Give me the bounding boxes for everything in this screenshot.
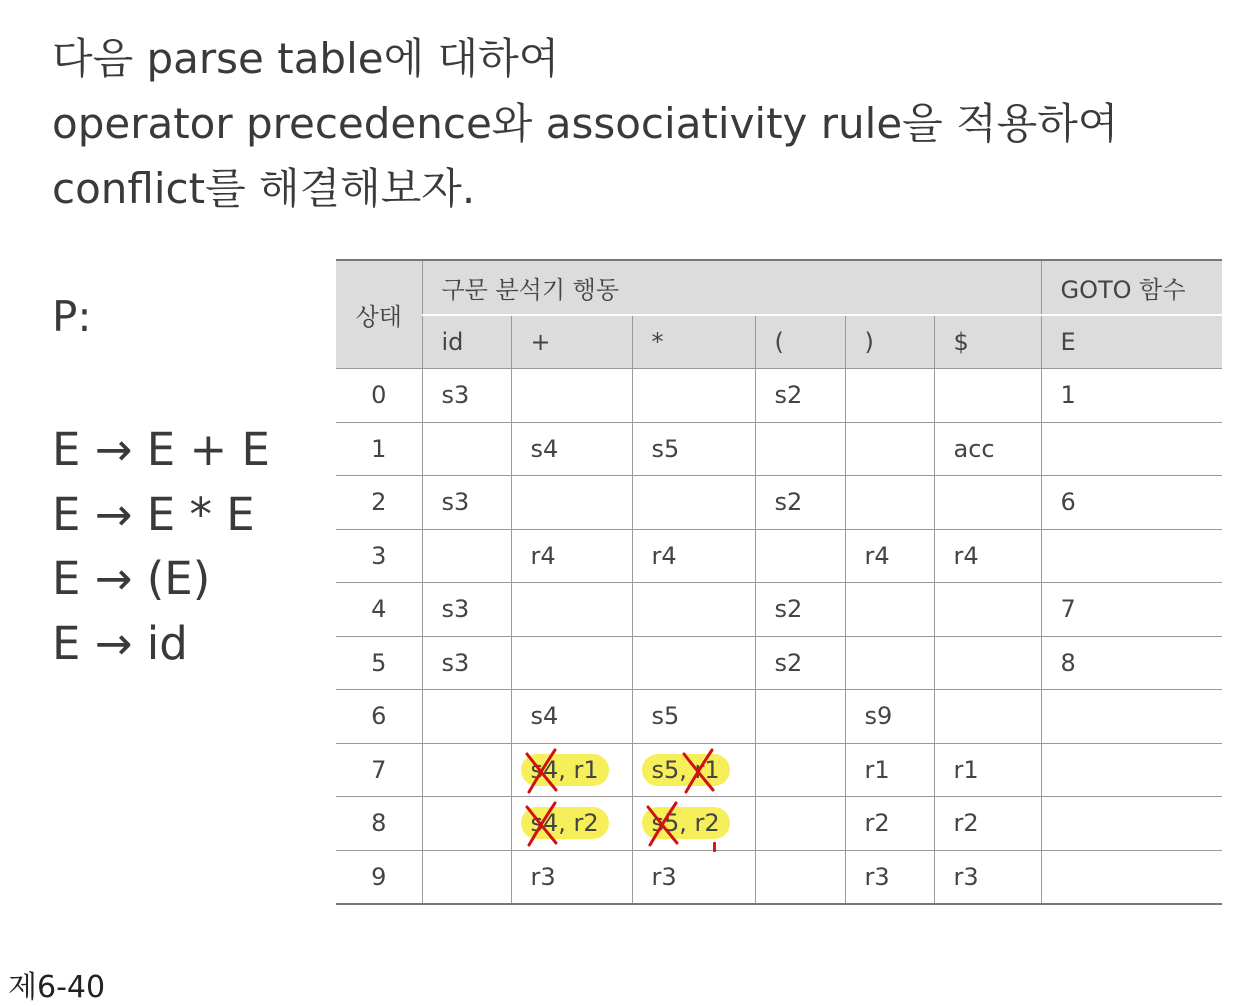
table-cell-lparen xyxy=(755,422,845,476)
table-cell-plus xyxy=(511,743,632,797)
table-row xyxy=(336,690,1222,744)
production-rule: E → E + E xyxy=(52,423,270,476)
conflict-highlight xyxy=(642,807,730,839)
table-cell-E: 6 xyxy=(1041,476,1222,530)
table-cell-star: r4 xyxy=(632,529,755,583)
column-header-id: id xyxy=(422,315,511,369)
table-cell-plus xyxy=(511,476,632,530)
table-cell-plus xyxy=(511,797,632,851)
table-cell-id xyxy=(422,529,511,583)
table-cell-dollar xyxy=(934,476,1041,530)
table-cell-star xyxy=(632,636,755,690)
table-cell-lparen xyxy=(755,690,845,744)
table-cell-plus: s4 xyxy=(511,422,632,476)
table-cell-dollar: r1 xyxy=(934,743,1041,797)
table-cell-id: s3 xyxy=(422,583,511,637)
table-cell-dollar: r4 xyxy=(934,529,1041,583)
table-cell-E xyxy=(1041,797,1222,851)
table-cell-rparen xyxy=(845,583,934,637)
table-cell-rparen: r3 xyxy=(845,850,934,904)
table-cell-plus: r4 xyxy=(511,529,632,583)
table-cell-dollar: r2 xyxy=(934,797,1041,851)
title-line-3: conflict를 해결해보자. xyxy=(52,164,476,213)
column-header-dollar: $ xyxy=(934,315,1041,369)
table-cell-star: s5 xyxy=(632,422,755,476)
conflict-entry: s4, r2 xyxy=(530,809,599,838)
table-row xyxy=(336,850,1222,904)
table-cell-dollar: r3 xyxy=(934,850,1041,904)
productions-label: P: xyxy=(52,292,92,341)
table-cell-dollar xyxy=(934,583,1041,637)
table-cell-id xyxy=(422,797,511,851)
table-cell-star xyxy=(632,583,755,637)
table-cell-E xyxy=(1041,529,1222,583)
table-cell-star xyxy=(632,369,755,423)
table-row xyxy=(336,797,1222,851)
table-row xyxy=(336,529,1222,583)
state-cell: 6 xyxy=(336,690,422,744)
table-cell-rparen: r4 xyxy=(845,529,934,583)
table-cell-rparen xyxy=(845,369,934,423)
table-cell-rparen xyxy=(845,422,934,476)
title-line-1: 다음 parse table에 대하여 xyxy=(52,34,560,83)
production-rules xyxy=(52,418,270,676)
table-row xyxy=(336,636,1222,690)
table-row xyxy=(336,476,1222,530)
state-cell: 8 xyxy=(336,797,422,851)
table-cell-lparen: s2 xyxy=(755,369,845,423)
table-row xyxy=(336,743,1222,797)
table-cell-dollar xyxy=(934,369,1041,423)
production-rule: E → id xyxy=(52,616,188,670)
table-cell-E xyxy=(1041,850,1222,904)
state-cell: 3 xyxy=(336,529,422,583)
state-cell: 9 xyxy=(371,862,387,891)
table-cell-star xyxy=(632,743,755,797)
column-header-lparen: ( xyxy=(755,315,845,369)
state-cell: 2 xyxy=(336,476,422,530)
table-cell-plus xyxy=(511,583,632,637)
action-header: 구문 분석기 행동 xyxy=(422,260,1041,315)
table-cell-E xyxy=(1041,743,1222,797)
table-cell-plus xyxy=(511,369,632,423)
table-row xyxy=(336,369,1222,423)
table-cell-E xyxy=(1041,422,1222,476)
table-cell-lparen: s2 xyxy=(755,636,845,690)
table-cell-lparen xyxy=(755,529,845,583)
parse-table xyxy=(336,259,1222,905)
table-cell-lparen xyxy=(755,743,845,797)
table-cell-lparen: s2 xyxy=(755,583,845,637)
column-header-star: * xyxy=(632,315,755,369)
table-cell-E xyxy=(1041,690,1222,744)
table-cell-E: 1 xyxy=(1041,369,1222,423)
state-cell: 4 xyxy=(336,583,422,637)
table-cell-star: r3 xyxy=(632,850,755,904)
table-cell-star xyxy=(632,797,755,851)
stray-pen-mark xyxy=(713,842,716,852)
table-cell-star: s5 xyxy=(632,690,755,744)
table-cell-id: s3 xyxy=(422,369,511,423)
table-cell-lparen xyxy=(755,797,845,851)
state-cell: 7 xyxy=(336,743,422,797)
table-cell-dollar xyxy=(934,690,1041,744)
figure-caption: 제6-40 xyxy=(8,970,106,1005)
conflict-entry: s4, r1 xyxy=(530,755,599,784)
table-cell-lparen xyxy=(755,850,845,904)
table-cell-E: 7 xyxy=(1041,583,1222,637)
table-cell-dollar xyxy=(934,636,1041,690)
table-cell-id: s3 xyxy=(422,476,511,530)
table-cell-plus: r3 xyxy=(511,850,632,904)
table-cell-plus: s4 xyxy=(511,690,632,744)
column-header-plus: + xyxy=(511,315,632,369)
table-cell-id xyxy=(422,422,511,476)
table-cell-plus xyxy=(511,636,632,690)
table-cell-id xyxy=(422,850,511,904)
conflict-highlight xyxy=(521,754,609,786)
title-line-2: operator precedence와 associativity rule을 적용하여 xyxy=(52,99,1119,148)
table-cell-id xyxy=(422,690,511,744)
conflict-highlight xyxy=(521,807,609,839)
table-row xyxy=(336,583,1222,637)
table-cell-star xyxy=(632,476,755,530)
table-cell-rparen: s9 xyxy=(845,690,934,744)
table-cell-rparen xyxy=(845,476,934,530)
conflict-entry: s5, r2 xyxy=(651,809,720,838)
conflict-highlight xyxy=(642,754,730,786)
table-cell-rparen xyxy=(845,636,934,690)
conflict-entry: s5, r1 xyxy=(651,755,720,784)
table-cell-rparen: r1 xyxy=(845,743,934,797)
state-cell: 1 xyxy=(336,422,422,476)
goto-header: GOTO 함수 xyxy=(1041,260,1222,315)
table-cell-rparen: r2 xyxy=(845,797,934,851)
production-rule: E → E * E xyxy=(52,487,255,541)
table-cell-E: 8 xyxy=(1041,636,1222,690)
table-cell-lparen: s2 xyxy=(755,476,845,530)
table-cell-id: s3 xyxy=(422,636,511,690)
column-header-goto-e: E xyxy=(1041,315,1222,369)
table-row xyxy=(336,422,1222,476)
state-header: 상태 xyxy=(336,260,422,369)
column-header-rparen: ) xyxy=(845,315,934,369)
state-cell: 5 xyxy=(336,636,422,690)
production-rule: E → (E) xyxy=(52,552,211,605)
table-cell-id xyxy=(422,743,511,797)
problem-statement xyxy=(52,26,1118,221)
table-cell-dollar: acc xyxy=(934,422,1041,476)
state-cell: 0 xyxy=(336,369,422,423)
